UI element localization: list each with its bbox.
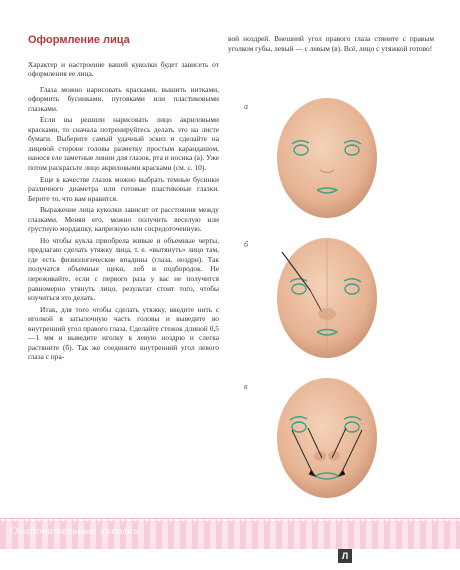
paragraph: Выражение лица куколки зависит от расстояния между глазками. Меняя его, можно получить веселую или грустную мордашку, капризную или сосредоточенную. [28,205,219,234]
paragraph: вой ноздрей. Внешний угол правого глаза стяните с правым уголком губы, левый — с левым (в). Всё, лицо с утяжкой готово! [228,34,434,53]
photo-label-a: а [244,102,248,111]
paragraph: Если вы решили нарисовать лицо акриловыми красками, то сначала потренируйтесь делать это на листе бумаги. Выберите самый удачный эскиз и сделайте на лицевой стороне головы разметку простым карандашом, нанося еле заметные линии для глазок, рта и носика (а). Уже потом раскрасьте лицо акриловыми красками (см. с. 10). [28,115,219,173]
paragraph: Но чтобы кукла приобрела живые и объемные черты, предлагаю сделать утяжку лица, т. е. «вытянуть» лицо там, где есть физиологические впадины (глаза, ноздри). Так получатся объемные щеки, лоб и подбородок. Не переживайте, если с первого раза у вас не получится равномерно утянуть лицо, результат стоит того, чтобы изучиться это делать. [28,235,219,303]
footer-text: Очаровательные куколки [10,525,140,537]
paragraph: Глаза можно нарисовать красками, вышить нитками, оформить бусинками, пуговками или пластиковыми глазками. [28,84,219,113]
right-column [228,34,434,53]
footer-band [0,518,460,549]
paragraph: Еще в качестве глазок можно выбрать темные бусинки различного диаметра или готовые пластиковые глазки. Берите то, что вам нравится. [28,174,219,203]
paragraph: Характер и настроение вашей куколки будет зависеть от оформления ее лица. [28,59,219,79]
doll-face-photo-drawn [262,92,392,222]
page-number: Л [338,549,352,563]
doll-face-photo-stitch-1 [262,232,392,362]
paragraph: Итак, для того чтобы сделать утяжку, введите нить с иголкой в затылочную часть головы и выведите во внутренний угол правого глаза. Сделайте стежок длиной 0,5—1 мм и выведите иголку в левую ноздрю и слегка растяните (б). Так же соедините внутренний угол левого глаза с пра- [28,304,219,362]
left-column [28,36,219,364]
photo-label-b: б [244,240,249,249]
section-title: Оформление лица [28,34,130,46]
photo-label-c: в [244,382,248,391]
doll-face-photo-finished [262,372,392,502]
